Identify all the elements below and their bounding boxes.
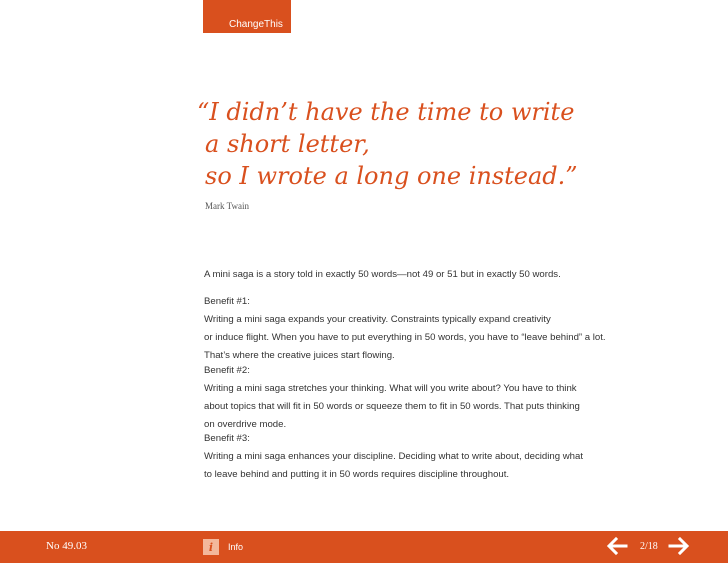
info-label: Info xyxy=(228,542,244,552)
benefit-title: Benefit #1: xyxy=(204,296,250,307)
quote-line: a short letter, xyxy=(205,130,370,158)
intro-text: A mini saga is a story told in exactly 50 words—not 49 or 51 but in exactly 50 words. xyxy=(204,269,561,280)
footer-bar xyxy=(0,531,728,563)
page-indicator: 2/18 xyxy=(640,541,658,552)
benefit-line: That’s where the creative juices start flowing. xyxy=(204,350,395,361)
benefit-1 xyxy=(204,293,674,365)
benefit-line: Writing a mini saga stretches your thinking. What will you write about? You have to think xyxy=(204,383,577,394)
issue-number: No 49.03 xyxy=(46,540,87,552)
benefit-line: Writing a mini saga enhances your discipline. Deciding what to write about, deciding what xyxy=(204,451,583,462)
pull-quote xyxy=(197,96,677,192)
brand-name: ChangeThis xyxy=(229,19,283,30)
benefit-line: to leave behind and putting it in 50 words requires discipline throughout. xyxy=(204,469,510,480)
info-icon: i xyxy=(203,539,219,555)
benefit-line: or induce flight. When you have to put everything in 50 words, you have to “leave behind” a lot. xyxy=(204,332,606,343)
benefit-line: about topics that will fit in 50 words or squeeze them to fit in 50 words. That puts thinking xyxy=(204,401,580,412)
benefit-title: Benefit #3: xyxy=(204,433,250,444)
info-button[interactable] xyxy=(203,539,243,555)
benefit-title: Benefit #2: xyxy=(204,365,250,376)
benefit-line: Writing a mini saga expands your creativity. Constraints typically expand creativity xyxy=(204,314,551,325)
benefit-line: on overdrive mode. xyxy=(204,419,287,430)
benefit-3 xyxy=(204,430,674,484)
benefit-2 xyxy=(204,362,674,434)
brand-tab xyxy=(203,0,291,33)
arrow-left-icon[interactable] xyxy=(606,536,628,556)
quote-line: “I didn’t have the time to write xyxy=(197,98,575,126)
arrow-right-icon[interactable] xyxy=(668,536,690,556)
intro-paragraph xyxy=(204,266,674,284)
quote-line: so I wrote a long one instead.” xyxy=(205,162,578,190)
quote-author: Mark Twain xyxy=(205,201,249,211)
